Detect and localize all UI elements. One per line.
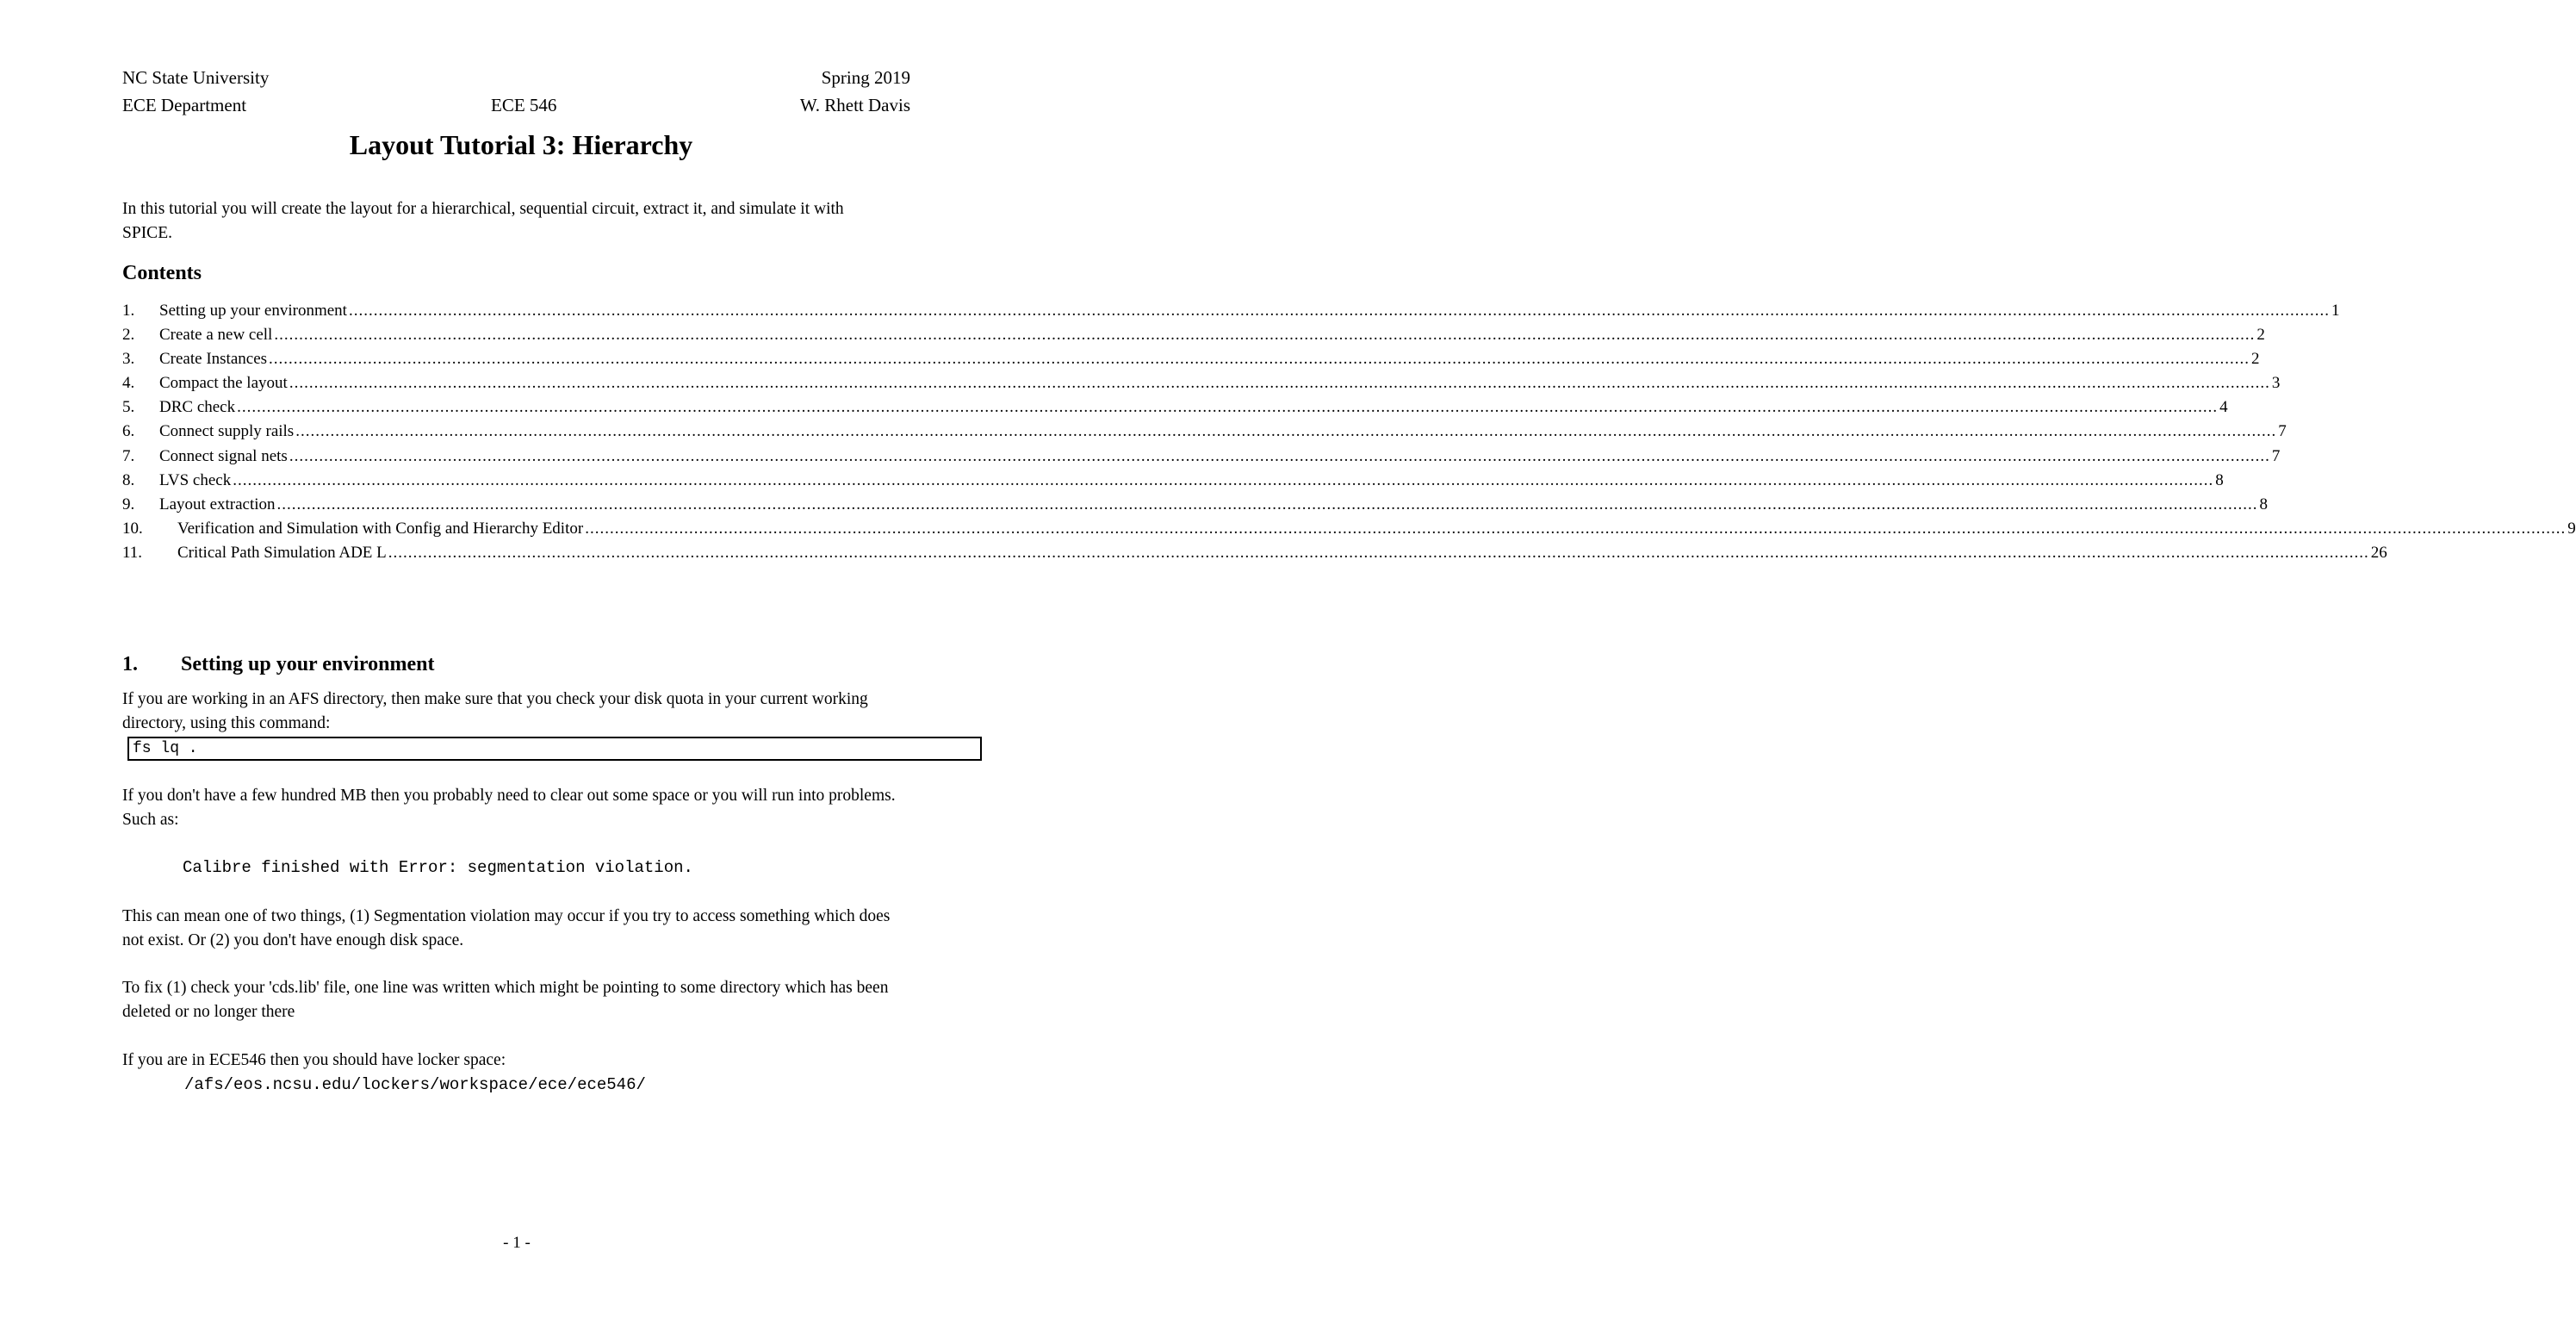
toc-item-page: 1 bbox=[2331, 302, 2340, 320]
toc-dot-leader: ................................................................................................................................................................................................................................................................................................................................................................................................................ bbox=[237, 398, 2219, 417]
toc-item-number: 9. bbox=[122, 495, 135, 513]
toc-item-number: 8. bbox=[122, 470, 135, 489]
toc-item-number: 1. bbox=[122, 302, 135, 320]
header-department: ECE Department bbox=[122, 95, 247, 115]
table-of-contents bbox=[122, 299, 2576, 565]
toc-item-number: 3. bbox=[122, 350, 135, 369]
toc-item[interactable] bbox=[122, 517, 2576, 541]
toc-item-title: Layout extraction bbox=[159, 495, 276, 513]
toc-dot-leader: ................................................................................................................................................................................................................................................................................................................................................................................................................ bbox=[295, 422, 2277, 441]
section-1-paragraph-1: If you are working in an AFS directory, then make sure that you check your disk quota in your current working directory, using this command: bbox=[122, 690, 868, 732]
toc-item[interactable] bbox=[122, 347, 2260, 371]
toc-item-page: 3 bbox=[2271, 374, 2281, 393]
toc-item-number: 4. bbox=[122, 374, 135, 393]
toc-dot-leader: ................................................................................................................................................................................................................................................................................................................................................................................................................ bbox=[276, 495, 2258, 513]
toc-item[interactable] bbox=[122, 469, 2224, 493]
header-term: Spring 2019 bbox=[821, 67, 910, 88]
toc-item-page: 8 bbox=[2215, 470, 2224, 489]
header-row-2 bbox=[122, 93, 910, 117]
toc-item[interactable] bbox=[122, 541, 2387, 565]
section-1-title: Setting up your environment bbox=[181, 653, 435, 675]
toc-item[interactable] bbox=[122, 371, 2281, 395]
toc-item-title: Connect supply rails bbox=[159, 422, 295, 441]
header-row-1 bbox=[122, 65, 910, 90]
section-1-paragraph-5: If you are in ECE546 then you should have locker space: bbox=[122, 1051, 506, 1069]
command-box: fs lq . bbox=[127, 737, 982, 761]
section-1-paragraph-2: If you don't have a few hundred MB then you probably need to clear out some space or you will run into problems. Such as: bbox=[122, 787, 896, 829]
toc-item-title: Create Instances bbox=[159, 350, 268, 369]
toc-item-number: 5. bbox=[122, 398, 135, 417]
toc-dot-leader: ................................................................................................................................................................................................................................................................................................................................................................................................................ bbox=[585, 519, 2567, 538]
toc-dot-leader: ................................................................................................................................................................................................................................................................................................................................................................................................................ bbox=[289, 374, 2270, 393]
toc-item-page: 4 bbox=[2219, 398, 2228, 417]
toc-item-page: 8 bbox=[2259, 495, 2269, 513]
toc-item-title: Compact the layout bbox=[159, 374, 288, 393]
section-1-paragraph-4: To fix (1) check your 'cds.lib' file, one line was written which might be pointing to some directory which has been deleted or no longer there bbox=[122, 979, 889, 1021]
toc-item-title: Setting up your environment bbox=[159, 302, 347, 320]
toc-item-title: Connect signal nets bbox=[159, 446, 288, 465]
toc-item-title: Create a new cell bbox=[159, 326, 273, 345]
toc-item-number: 6. bbox=[122, 422, 135, 441]
toc-dot-leader: ................................................................................................................................................................................................................................................................................................................................................................................................................ bbox=[388, 543, 2369, 562]
page-number: - 1 - bbox=[503, 1234, 531, 1252]
header-author: W. Rhett Davis bbox=[799, 95, 910, 115]
toc-dot-leader: ................................................................................................................................................................................................................................................................................................................................................................................................................ bbox=[274, 326, 2256, 345]
error-message: Calibre finished with Error: segmentation violation. bbox=[183, 858, 693, 877]
toc-item-page: 2 bbox=[2256, 326, 2265, 345]
toc-item[interactable] bbox=[122, 323, 2265, 347]
document-title: Layout Tutorial 3: Hierarchy bbox=[349, 129, 693, 160]
toc-item-page: 7 bbox=[2278, 422, 2287, 441]
toc-item-number: 2. bbox=[122, 326, 135, 345]
toc-item-title: LVS check bbox=[159, 470, 232, 489]
toc-item-page: 9 bbox=[2567, 519, 2576, 538]
intro-paragraph: In this tutorial you will create the layout for a hierarchical, sequential circuit, extract it, and simulate it with SPICE. bbox=[122, 200, 844, 242]
header-course: ECE 546 bbox=[491, 95, 557, 115]
toc-dot-leader: ................................................................................................................................................................................................................................................................................................................................................................................................................ bbox=[348, 302, 2330, 320]
section-1-paragraph-3: This can mean one of two things, (1) Segmentation violation may occur if you try to access something which does not exist. Or (2) you don't have enough disk space. bbox=[122, 907, 891, 949]
toc-item-title: Verification and Simulation with Config and Hierarchy Editor bbox=[177, 519, 584, 538]
section-1-number: 1. bbox=[122, 653, 138, 675]
contents-heading: Contents bbox=[122, 262, 202, 284]
toc-dot-leader: ................................................................................................................................................................................................................................................................................................................................................................................................................ bbox=[289, 446, 2270, 465]
toc-item-page: 26 bbox=[2370, 543, 2387, 562]
toc-item[interactable] bbox=[122, 445, 2281, 469]
toc-item[interactable] bbox=[122, 420, 2287, 444]
toc-item[interactable] bbox=[122, 395, 2228, 420]
toc-item[interactable] bbox=[122, 493, 2269, 517]
toc-item-page: 7 bbox=[2271, 446, 2281, 465]
toc-dot-leader: ................................................................................................................................................................................................................................................................................................................................................................................................................ bbox=[269, 350, 2250, 369]
toc-item-number: 11. bbox=[122, 543, 143, 562]
toc-item-title: Critical Path Simulation ADE L bbox=[177, 543, 387, 562]
toc-item-title: DRC check bbox=[159, 398, 236, 417]
section-1-heading bbox=[122, 650, 434, 678]
toc-item-page: 2 bbox=[2251, 350, 2260, 369]
header-university: NC State University bbox=[122, 67, 270, 88]
locker-path: /afs/eos.ncsu.edu/lockers/workspace/ece/ece546/ bbox=[184, 1075, 646, 1094]
toc-item[interactable] bbox=[122, 299, 2340, 323]
toc-dot-leader: ................................................................................................................................................................................................................................................................................................................................................................................................................ bbox=[233, 470, 2214, 489]
toc-item-number: 10. bbox=[122, 519, 143, 538]
toc-item-number: 7. bbox=[122, 446, 135, 465]
